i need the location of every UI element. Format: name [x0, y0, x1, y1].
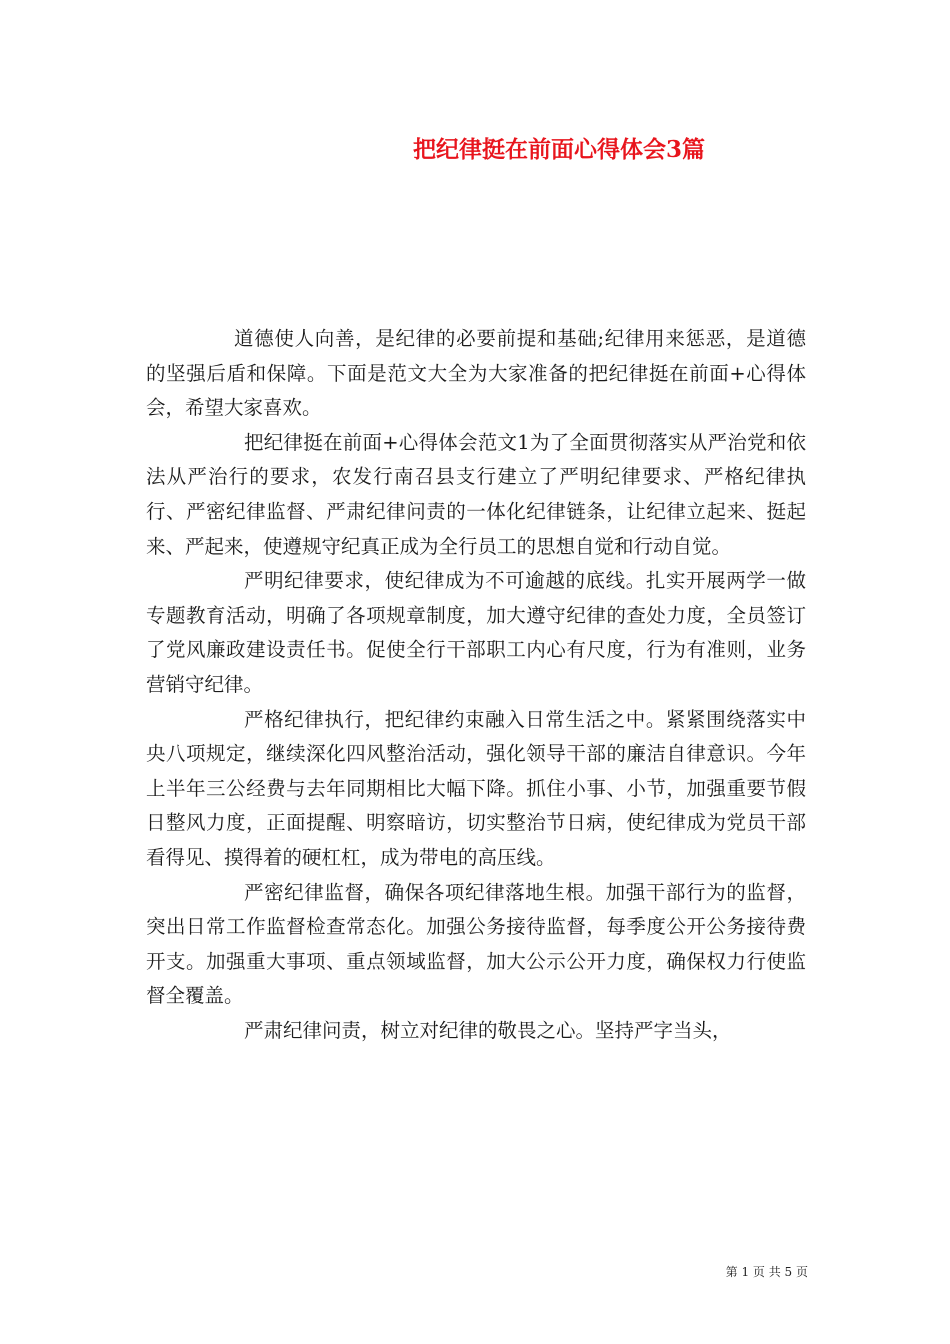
document-title: 把纪律挺在前面心得体会3篇 [412, 136, 705, 163]
paragraph-intro: 道德使人向善，是纪律的必要前提和基础;纪律用来惩恶，是道德的坚强后盾和保障。下面是范文大全为大家准备的把纪律挺在前面+心得体会，希望大家喜欢。 [146, 327, 806, 420]
paragraph-strict-requirements: 严明纪律要求，使纪律成为不可逾越的底线。扎实开展两学一做专题教育活动，明确了各项规章制度，加大遵守纪律的查处力度，全员签订了党风廉政建设责任书。促使全行干部职工内心有尺度，行为有准则，业务营销守纪律。 [146, 569, 806, 696]
document-body [146, 322, 806, 1048]
page-number: 第 1 页 共 5 页 [725, 1265, 808, 1279]
paragraph-strict-accountability: 严肃纪律问责，树立对纪律的敬畏之心。坚持严字当头， [244, 1018, 732, 1042]
paragraph-sample-1: 把纪律挺在前面+心得体会范文1为了全面贯彻落实从严治党和依法从严治行的要求，农发行南召县支行建立了严明纪律要求、严格纪律执行、严密纪律监督、严肃纪律问责的一体化纪律链条，让纪律立起来、挺起来、严起来，使遵规守纪真正成为全行员工的思想自觉和行动自觉。 [146, 430, 806, 558]
paragraph-strict-supervision: 严密纪律监督，确保各项纪律落地生根。加强干部行为的监督，突出日常工作监督检查常态化。加强公务接待监督，每季度公开公务接待费开支。加强重大事项、重点领域监督，加大公示公开力度，确保权力行使监督全覆盖。 [146, 880, 806, 1008]
paragraph-strict-execution: 严格纪律执行，把纪律约束融入日常生活之中。紧紧围绕落实中央八项规定，继续深化四风整治活动，强化领导干部的廉洁自律意识。今年上半年三公经费与去年同期相比大幅下降。抓住小事、小节，加强重要节假日整风力度，正面提醒、明察暗访，切实整治节日病，使纪律成为党员干部看得见、摸得着的硬杠杠，成为带电的高压线。 [146, 707, 806, 869]
